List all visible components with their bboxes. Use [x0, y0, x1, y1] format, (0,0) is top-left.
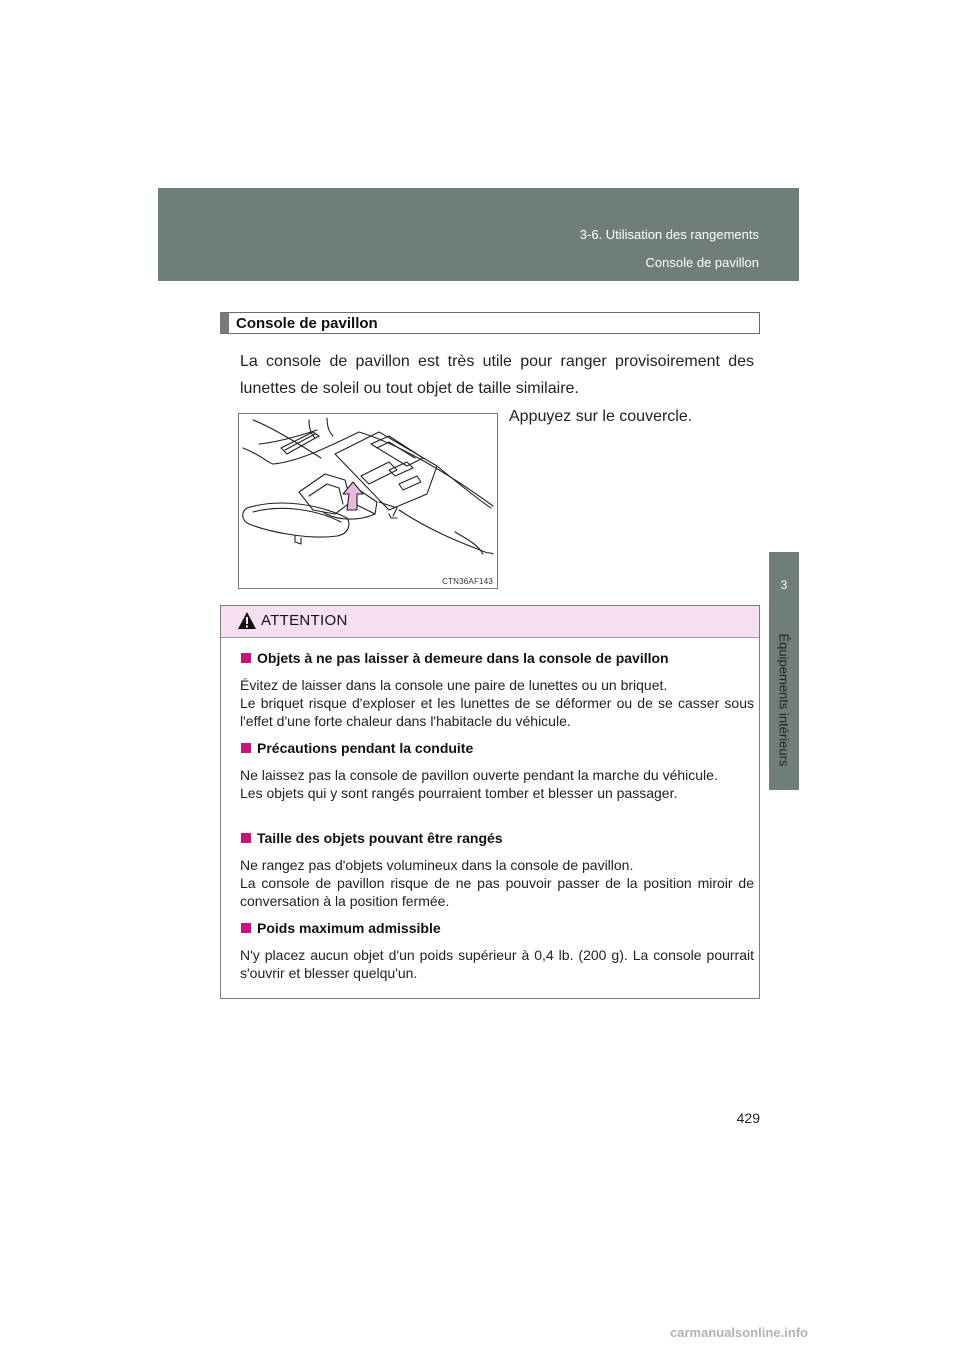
warning-item-heading	[241, 740, 473, 756]
chapter-header	[158, 188, 799, 281]
warning-item-heading	[241, 830, 503, 846]
chapter-number: 3	[780, 578, 788, 592]
bullet-square-icon	[241, 833, 251, 843]
chapter-side-label: Équipements intérieurs	[776, 633, 792, 767]
warning-item-heading-text: Précautions pendant la conduite	[257, 740, 474, 756]
header-section-title: 3-6. Utilisation des rangements	[579, 227, 759, 242]
section-title	[220, 312, 760, 334]
warning-header	[221, 606, 759, 638]
warning-item-heading-text: Taille des objets pouvant être rangés	[257, 830, 503, 846]
bullet-square-icon	[241, 923, 251, 933]
warning-item-text: Évitez de laisser dans la console une paire de lunettes ou un briquet. Le briquet risque d'exploser et les lunettes de se déformer ou de se casser sous l'effet d'une forte chaleur dans l'habitacle du véhicule.	[240, 677, 754, 729]
page-number: 429	[736, 1110, 760, 1126]
warning-item-text: N'y placez aucun objet d'un poids supérieur à 0,4 lb. (200 g). La console pourrait s'ouvrir et blesser quelqu'un.	[240, 947, 754, 981]
warning-item-heading-text: Objets à ne pas laisser à demeure dans la console de pavillon	[257, 650, 669, 666]
overhead-console-drawing	[239, 414, 497, 588]
intro-paragraph: La console de pavillon est très utile pour ranger provisoirement des lunettes de soleil ou tout objet de taille similaire.	[240, 353, 754, 397]
warning-item-text: Ne laissez pas la console de pavillon ouverte pendant la marche du véhicule. Les objets qui y sont rangés pourraient tomber et blesser un passager.	[240, 767, 718, 801]
warning-title: ATTENTION	[261, 612, 348, 629]
bullet-square-icon	[241, 743, 251, 753]
overhead-console-illustration	[238, 413, 498, 589]
watermark: carmanualsonline.info	[670, 1325, 808, 1340]
warning-item-heading	[241, 650, 669, 666]
warning-item-heading-text: Poids maximum admissible	[257, 920, 441, 936]
warning-box	[220, 605, 760, 999]
figure-code: CTN36AF143	[442, 577, 493, 586]
section-title-text: Console de pavillon	[236, 315, 378, 332]
warning-item-text: Ne rangez pas d'objets volumineux dans la console de pavillon. La console de pavillon risque de ne pas pouvoir passer de la position miroir de conversation à la position fermée.	[240, 857, 754, 909]
warning-triangle-icon	[237, 611, 257, 630]
bullet-square-icon	[241, 653, 251, 663]
figure-instruction: Appuyez sur le couvercle.	[509, 408, 693, 425]
warning-item-heading	[241, 920, 441, 936]
header-subsection-title: Console de pavillon	[645, 255, 759, 270]
